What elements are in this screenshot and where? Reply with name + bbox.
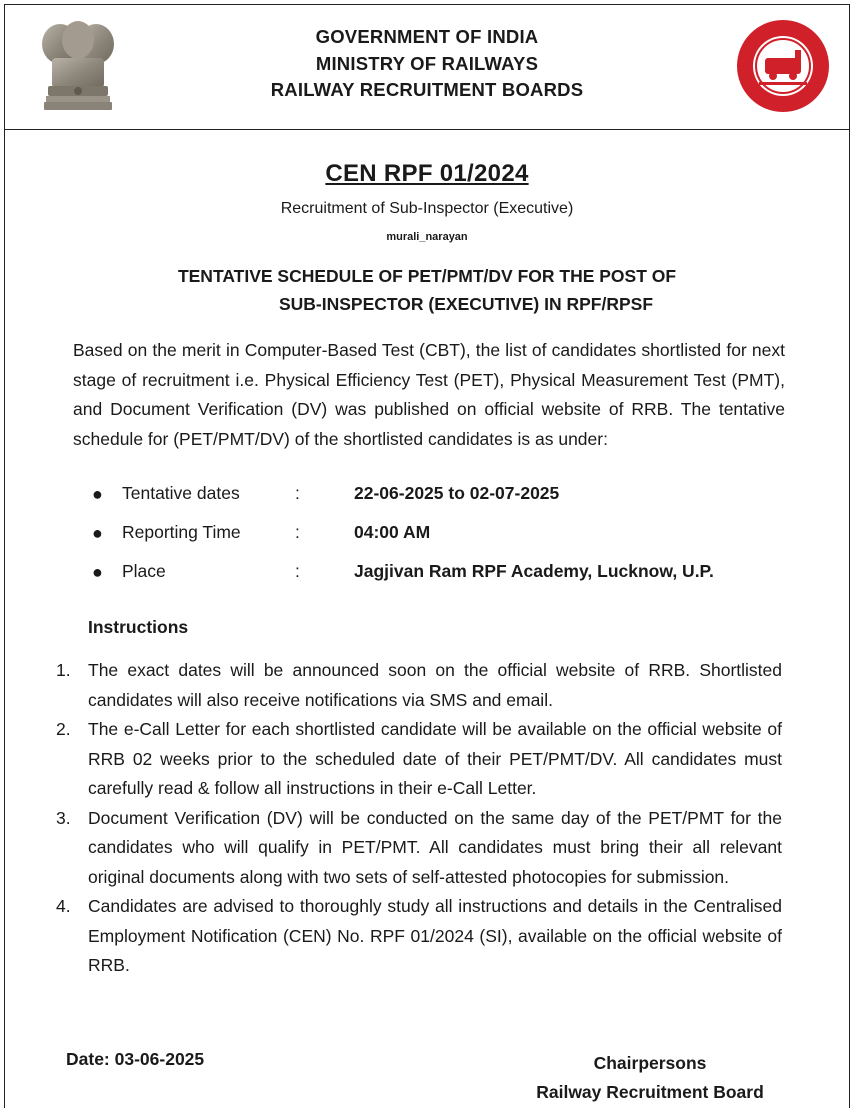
signatory-board: Railway Recruitment Board bbox=[536, 1082, 764, 1102]
bullet-icon: ● bbox=[92, 484, 103, 504]
instruction-item bbox=[56, 892, 782, 981]
letterhead bbox=[0, 24, 854, 104]
schedule-colon: : bbox=[295, 522, 300, 542]
schedule-heading-line1: TENTATIVE SCHEDULE OF PET/PMT/DV FOR THE POST OF bbox=[177, 266, 677, 286]
instruction-number: 4. bbox=[56, 896, 71, 916]
ministry-line: MINISTRY OF RAILWAYS bbox=[315, 52, 539, 74]
schedule-colon: : bbox=[295, 561, 300, 581]
signature-block bbox=[520, 1049, 780, 1107]
schedule-label: Tentative dates bbox=[122, 483, 240, 503]
header-divider bbox=[4, 129, 850, 130]
instructions-heading: Instructions bbox=[88, 617, 189, 637]
schedule-label: Place bbox=[122, 561, 166, 581]
instruction-text: The e-Call Letter for each shortlisted candidate will be available on the official website of RRB 02 weeks prior to the scheduled date of their PET/PMT/DV. All candidates must carefully read & follow all instructions in their e-Call Letter. bbox=[88, 719, 782, 798]
instructions-list bbox=[56, 656, 782, 981]
instruction-text: Document Verification (DV) will be conducted on the same day of the PET/PMT for the candidates who will qualify in PET/PMT. All candidates must bring their all relevant original documents along with two sets of self-attested photocopies for submission. bbox=[88, 807, 782, 887]
instruction-number: 2. bbox=[56, 719, 71, 739]
schedule-row-dates bbox=[88, 481, 808, 520]
instruction-text: Candidates are advised to thoroughly study all instructions and details in the Centralised Employment Notification (CEN) No. RPF 01/2024 (SI), available on the official website of RRB. bbox=[88, 896, 782, 975]
bullet-icon: ● bbox=[92, 562, 103, 582]
notice-title: CEN RPF 01/2024 bbox=[325, 160, 529, 187]
schedule-colon: : bbox=[295, 483, 300, 503]
watermark-text: murali_narayan bbox=[386, 231, 468, 243]
instruction-item bbox=[56, 656, 782, 715]
intro-paragraph: Based on the merit in Computer-Based Test (CBT), the list of candidates shortlisted for next stage of recruitment i.e. Physical Efficiency Test (PET), Physical Measurement Test (PMT), and Document Verification (DV) was published on official website of RRB. The tentative schedule for (PET/PMT/DV) of the shortlisted candidates is as under: bbox=[73, 340, 785, 449]
boards-line: RAILWAY RECRUITMENT BOARDS bbox=[270, 79, 584, 100]
schedule-row-place bbox=[88, 559, 808, 598]
schedule-heading-line2: SUB-INSPECTOR (EXECUTIVE) IN RPF/RPSF bbox=[278, 294, 654, 314]
instruction-item bbox=[56, 804, 782, 893]
notice-date: Date: 03-06-2025 bbox=[66, 1049, 205, 1069]
notice-subtitle: Recruitment of Sub-Inspector (Executive) bbox=[280, 200, 574, 217]
schedule-value: Jagjivan Ram RPF Academy, Lucknow, U.P. bbox=[354, 561, 714, 581]
schedule-list bbox=[88, 481, 808, 598]
schedule-label: Reporting Time bbox=[122, 522, 241, 542]
instruction-number: 1. bbox=[56, 660, 71, 680]
schedule-row-reporting bbox=[88, 520, 808, 559]
schedule-heading bbox=[0, 262, 854, 318]
instruction-number: 3. bbox=[56, 807, 71, 828]
schedule-value: 04:00 AM bbox=[354, 522, 431, 542]
bullet-icon: ● bbox=[92, 523, 103, 543]
signatory-title: Chairpersons bbox=[593, 1053, 707, 1073]
instruction-item bbox=[56, 715, 782, 804]
instruction-text: The exact dates will be announced soon on the official website of RRB. Shortlisted candidates will also receive notifications via SMS and email. bbox=[88, 660, 782, 710]
schedule-value: 22-06-2025 to 02-07-2025 bbox=[354, 483, 560, 503]
government-line: GOVERNMENT OF INDIA bbox=[315, 26, 539, 47]
